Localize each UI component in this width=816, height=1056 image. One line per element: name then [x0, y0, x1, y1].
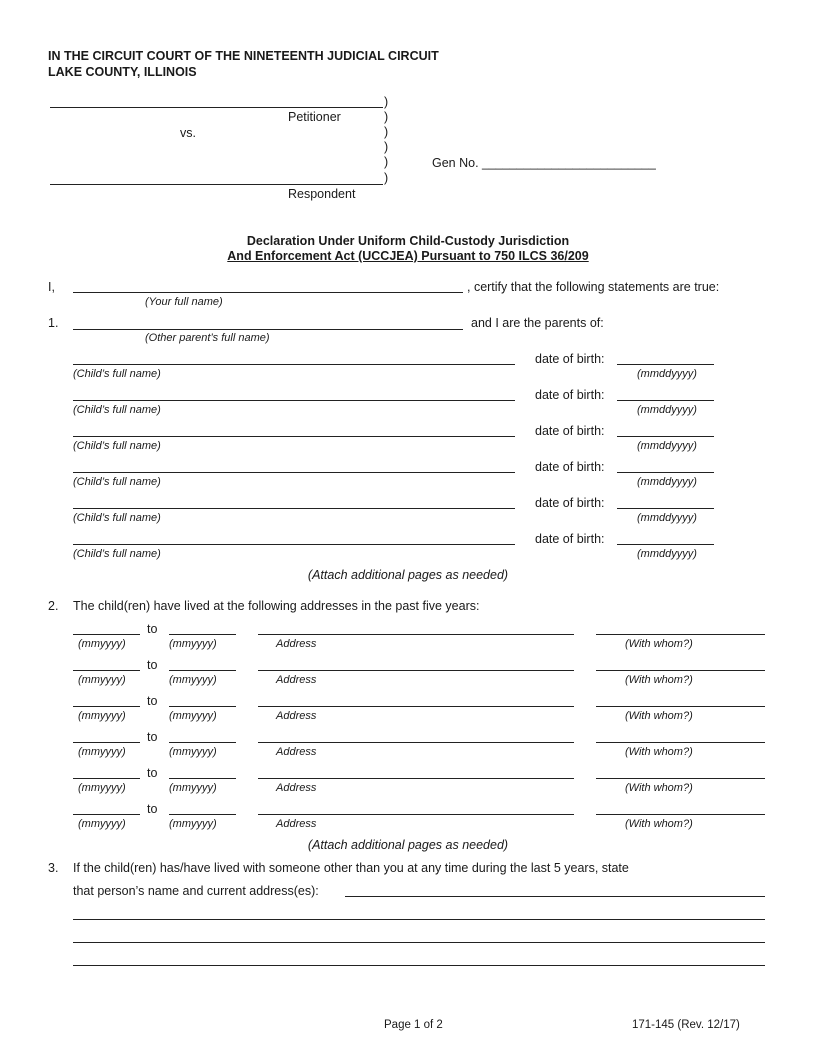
from-date-hint: (mmyyyy)	[78, 746, 126, 758]
court-name: IN THE CIRCUIT COURT OF THE NINETEENTH JUDICIAL CIRCUIT	[48, 49, 439, 63]
section3-line1: If the child(ren) has/have lived with someone other than you at any time during the last 5 years, state	[73, 861, 629, 875]
dob-label: date of birth:	[535, 496, 605, 510]
with-whom-field[interactable]	[596, 670, 765, 671]
section2-attach-note: (Attach additional pages as needed)	[307, 838, 509, 852]
with-whom-field[interactable]	[596, 814, 765, 815]
your-name-field[interactable]	[73, 292, 463, 293]
dob-field[interactable]	[617, 400, 714, 401]
to-label: to	[147, 658, 158, 672]
from-date-field[interactable]	[73, 670, 140, 671]
child-name-hint: (Child’s full name)	[73, 512, 161, 524]
to-label: to	[147, 694, 158, 708]
address-field[interactable]	[258, 706, 574, 707]
to-label: to	[147, 802, 158, 816]
dob-hint: (mmddyyyy)	[637, 548, 697, 560]
child-name-field[interactable]	[73, 400, 515, 401]
to-date-hint: (mmyyyy)	[169, 746, 217, 758]
with-whom-field[interactable]	[596, 706, 765, 707]
caption-paren: )	[384, 95, 389, 109]
address-hint: Address	[276, 674, 317, 686]
from-date-hint: (mmyyyy)	[78, 638, 126, 650]
from-date-field[interactable]	[73, 814, 140, 815]
form-number: 171-145 (Rev. 12/17)	[632, 1019, 740, 1031]
address-field[interactable]	[258, 778, 574, 779]
address-hint: Address	[276, 818, 317, 830]
to-label: to	[147, 766, 158, 780]
county-name: LAKE COUNTY, ILLINOIS	[48, 65, 197, 79]
address-field[interactable]	[258, 742, 574, 743]
with-whom-hint: (With whom?)	[625, 674, 693, 686]
to-label: to	[147, 730, 158, 744]
section2-text: The child(ren) have lived at the following addresses in the past five years:	[73, 599, 480, 613]
to-date-hint: (mmyyyy)	[169, 710, 217, 722]
other-person-address-line[interactable]	[73, 942, 765, 943]
from-date-hint: (mmyyyy)	[78, 710, 126, 722]
from-date-hint: (mmyyyy)	[78, 674, 126, 686]
to-date-field[interactable]	[169, 814, 236, 815]
vs-label: vs.	[180, 126, 196, 140]
petitioner-name-field[interactable]	[50, 107, 383, 108]
respondent-label: Respondent	[288, 187, 356, 201]
with-whom-hint: (With whom?)	[625, 782, 693, 794]
section1-number: 1.	[48, 316, 59, 330]
dob-field[interactable]	[617, 436, 714, 437]
from-date-field[interactable]	[73, 742, 140, 743]
to-date-hint: (mmyyyy)	[169, 638, 217, 650]
petitioner-label: Petitioner	[288, 110, 341, 124]
section2-number: 2.	[48, 599, 59, 613]
to-date-hint: (mmyyyy)	[169, 782, 217, 794]
dob-label: date of birth:	[535, 460, 605, 474]
section3-line2: that person’s name and current address(es):	[73, 884, 319, 898]
child-name-field[interactable]	[73, 364, 515, 365]
to-date-hint: (mmyyyy)	[169, 674, 217, 686]
dob-field[interactable]	[617, 544, 714, 545]
dob-hint: (mmddyyyy)	[637, 440, 697, 452]
child-name-field[interactable]	[73, 436, 515, 437]
dob-hint: (mmddyyyy)	[637, 476, 697, 488]
dob-field[interactable]	[617, 508, 714, 509]
from-date-field[interactable]	[73, 778, 140, 779]
caption-paren: )	[384, 140, 389, 154]
parents-of-text: and I are the parents of:	[471, 316, 604, 330]
address-hint: Address	[276, 746, 317, 758]
to-label: to	[147, 622, 158, 636]
i-label: I,	[48, 280, 55, 294]
dob-field[interactable]	[617, 472, 714, 473]
address-field[interactable]	[258, 814, 574, 815]
from-date-field[interactable]	[73, 706, 140, 707]
dob-hint: (mmddyyyy)	[637, 512, 697, 524]
to-date-hint: (mmyyyy)	[169, 818, 217, 830]
with-whom-hint: (With whom?)	[625, 710, 693, 722]
to-date-field[interactable]	[169, 670, 236, 671]
child-name-hint: (Child’s full name)	[73, 404, 161, 416]
dob-label: date of birth:	[535, 532, 605, 546]
caption-paren: )	[384, 125, 389, 139]
section1-attach-note: (Attach additional pages as needed)	[307, 568, 509, 582]
form-title-line1: Declaration Under Uniform Child-Custody Jurisdiction	[246, 234, 570, 248]
with-whom-hint: (With whom?)	[625, 818, 693, 830]
from-date-hint: (mmyyyy)	[78, 818, 126, 830]
child-name-hint: (Child’s full name)	[73, 548, 161, 560]
to-date-field[interactable]	[169, 742, 236, 743]
your-name-hint: (Your full name)	[145, 296, 223, 308]
dob-hint: (mmddyyyy)	[637, 404, 697, 416]
child-name-field[interactable]	[73, 472, 515, 473]
gen-no-field[interactable]: Gen No. _________________________	[432, 156, 656, 170]
address-hint: Address	[276, 710, 317, 722]
child-name-hint: (Child’s full name)	[73, 368, 161, 380]
other-person-address-line[interactable]	[73, 965, 765, 966]
other-parent-hint: (Other parent’s full name)	[145, 332, 270, 344]
to-date-field[interactable]	[169, 778, 236, 779]
with-whom-hint: (With whom?)	[625, 746, 693, 758]
child-name-hint: (Child’s full name)	[73, 476, 161, 488]
to-date-field[interactable]	[169, 706, 236, 707]
respondent-name-field[interactable]	[50, 184, 383, 185]
address-field[interactable]	[258, 634, 574, 635]
page-number: Page 1 of 2	[384, 1019, 443, 1031]
certify-text: , certify that the following statements are true:	[467, 280, 720, 294]
child-name-field[interactable]	[73, 508, 515, 509]
dob-label: date of birth:	[535, 352, 605, 366]
address-field[interactable]	[258, 670, 574, 671]
caption-paren: )	[384, 110, 389, 124]
form-title-line2: And Enforcement Act (UCCJEA) Pursuant to 750 ILCS 36/209	[227, 249, 589, 263]
child-name-field[interactable]	[73, 544, 515, 545]
dob-label: date of birth:	[535, 424, 605, 438]
other-person-address-line[interactable]	[73, 919, 765, 920]
other-person-field[interactable]	[345, 896, 765, 897]
caption-paren: )	[384, 171, 389, 185]
with-whom-field[interactable]	[596, 742, 765, 743]
with-whom-field[interactable]	[596, 778, 765, 779]
with-whom-field[interactable]	[596, 634, 765, 635]
address-hint: Address	[276, 638, 317, 650]
dob-label: date of birth:	[535, 388, 605, 402]
dob-field[interactable]	[617, 364, 714, 365]
caption-paren: )	[384, 155, 389, 169]
from-date-hint: (mmyyyy)	[78, 782, 126, 794]
with-whom-hint: (With whom?)	[625, 638, 693, 650]
address-hint: Address	[276, 782, 317, 794]
dob-hint: (mmddyyyy)	[637, 368, 697, 380]
child-name-hint: (Child’s full name)	[73, 440, 161, 452]
section3-number: 3.	[48, 861, 59, 875]
other-parent-name-field[interactable]	[73, 329, 463, 330]
to-date-field[interactable]	[169, 634, 236, 635]
from-date-field[interactable]	[73, 634, 140, 635]
